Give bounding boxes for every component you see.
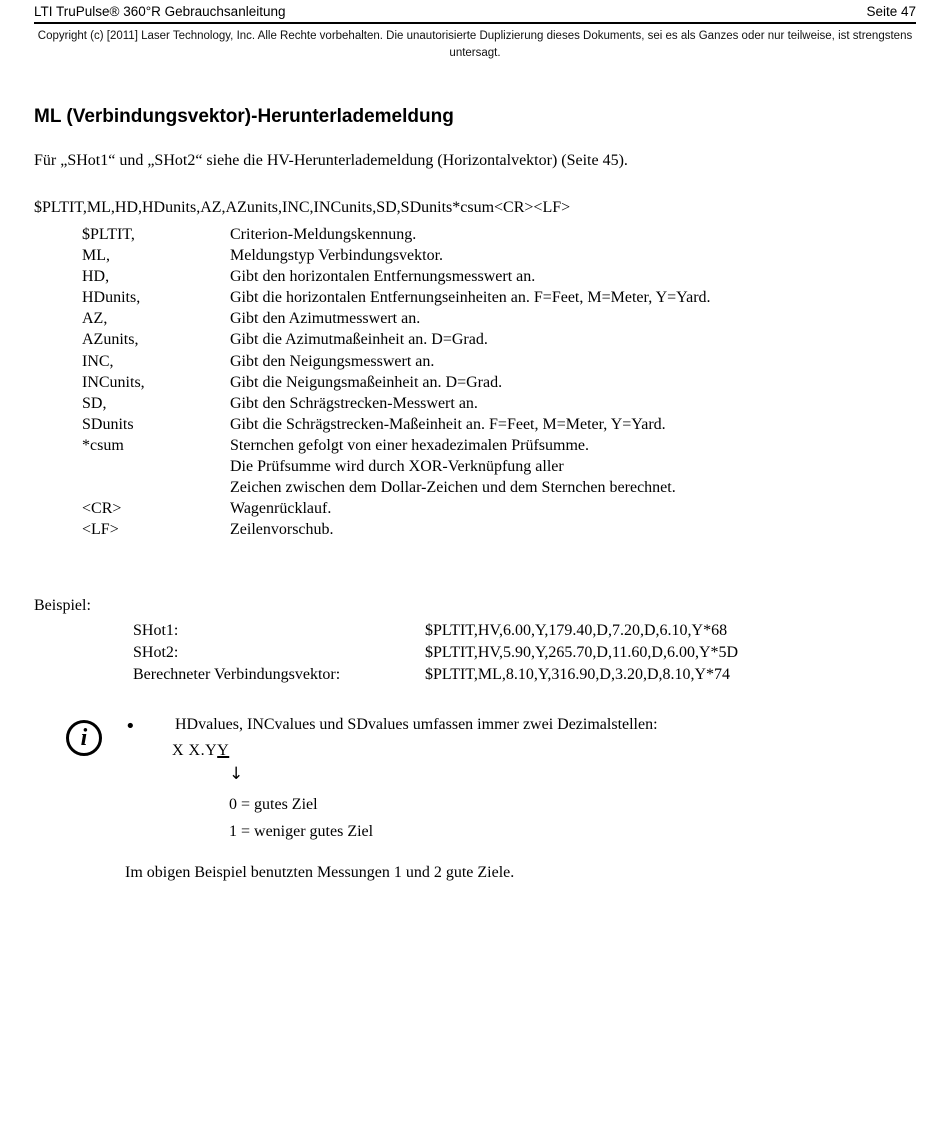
field-name: AZ, [82,310,108,328]
field-name [82,456,230,477]
field-name: $PLTIT, [82,226,135,243]
example-value: $PLTIT,ML,8.10,Y,316.90,D,3.20,D,8.10,Y*74 [425,666,731,683]
note-text: HDvalues, INCvalues und SDvalues umfassen immer zwei Dezimalstellen: [175,716,658,733]
bullet-point: • [125,716,136,737]
example-label: Beispiel: [34,597,91,614]
field-description: Criterion-Meldungskennung. [230,226,417,243]
field-description: Die Prüfsumme wird durch XOR-Verknüpfung aller [230,458,564,476]
field-name: INC, [82,352,114,370]
field-name: <LF> [82,521,119,539]
example-row [133,642,738,664]
field-name: INCunits, [82,373,145,391]
example-value: $PLTIT,HV,5.90,Y,265.70,D,11.60,D,6.00,Y*5D [425,644,739,661]
example-value: $PLTIT,HV,6.00,Y,179.40,D,7.20,D,6.10,Y*68 [425,622,728,639]
field-row [82,308,711,329]
field-row [82,519,711,540]
field-description: Zeilenvorschub. [230,521,334,539]
section-heading: ML (Verbindungsvektor)-Herunterlademeldung [34,106,454,127]
example-row [133,620,738,642]
field-description: Sternchen gefolgt von einer hexadezimalen Prüfsumme. [230,436,589,454]
field-description: Gibt die horizontalen Entfernungseinheiten an. F=Feet, M=Meter, Y=Yard. [230,289,711,307]
field-row [82,477,711,498]
field-row [82,351,711,372]
pattern-underlined-digit: Y [217,742,230,759]
field-row [82,224,711,245]
field-description: Gibt den horizontalen Entfernungsmesswert an. [230,268,536,286]
field-name [82,477,230,498]
field-row [82,329,711,350]
document-title: LTI TruPulse® 360°R Gebrauchsanleitung [34,3,286,19]
field-row [82,456,711,477]
legend-good-target: 0 = gutes Ziel [229,796,318,813]
field-name: *csum [82,436,124,454]
field-row [82,287,711,308]
field-row [82,435,711,456]
info-icon: i [66,720,102,756]
field-row [82,414,711,435]
field-definitions [82,224,711,540]
field-name: AZunits, [82,331,139,349]
field-name: ML, [82,247,110,265]
page-number: Seite 47 [866,3,916,19]
example-name: SHot2: [133,644,179,661]
example-list [133,620,738,686]
field-description: Gibt den Neigungsmesswert an. [230,352,435,370]
example-name: Berechneter Verbindungsvektor: [133,666,341,683]
field-row [82,498,711,519]
decimal-pattern [172,742,229,760]
field-row [82,393,711,414]
field-description: Gibt den Azimutmesswert an. [230,310,421,328]
field-name: SD, [82,394,107,412]
field-description: Gibt die Neigungsmaßeinheit an. D=Grad. [230,373,503,391]
field-name: HD, [82,268,110,286]
legend-less-good-target: 1 = weniger gutes Ziel [229,823,374,840]
copyright-notice: Copyright (c) [2011] Laser Technology, Inc. Alle Rechte vorbehalten. Die unautorisierte Duplizierung dieses Dokuments, sei es als Ganzes oder nur teilweise, ist strengstens untersagt. [37,30,913,59]
field-description: Wagenrücklauf. [230,500,332,518]
pattern-prefix: X X.Y [172,742,218,759]
field-description: Zeichen zwischen dem Dollar-Zeichen und dem Sternchen berechnet. [230,479,676,497]
field-row [82,245,711,266]
field-description: Gibt den Schrägstrecken-Messwert an. [230,394,478,412]
field-name: SDunits [82,415,134,433]
field-row [82,372,711,393]
field-description: Gibt die Schrägstrecken-Maßeinheit an. F=Feet, M=Meter, Y=Yard. [230,415,666,433]
example-name: SHot1: [133,622,179,639]
example-row [133,664,738,686]
intro-paragraph: Für „SHot1“ und „SHot2“ siehe die HV-Herunterlademeldung (Horizontalvektor) (Seite 45). [34,152,628,169]
conclusion-text: Im obigen Beispiel benutzten Messungen 1 und 2 gute Ziele. [125,864,515,881]
field-description: Gibt die Azimutmaßeinheit an. D=Grad. [230,331,488,349]
field-name: <CR> [82,500,122,518]
field-name: HDunits, [82,289,141,307]
message-syntax: $PLTIT,ML,HD,HDunits,AZ,AZunits,INC,INCunits,SD,SDunits*csum<CR><LF> [34,199,571,216]
field-description: Meldungstyp Verbindungsvektor. [230,247,444,265]
field-row [82,266,711,287]
arrow-down-icon: ↓ [229,764,244,784]
page-header [34,0,916,24]
